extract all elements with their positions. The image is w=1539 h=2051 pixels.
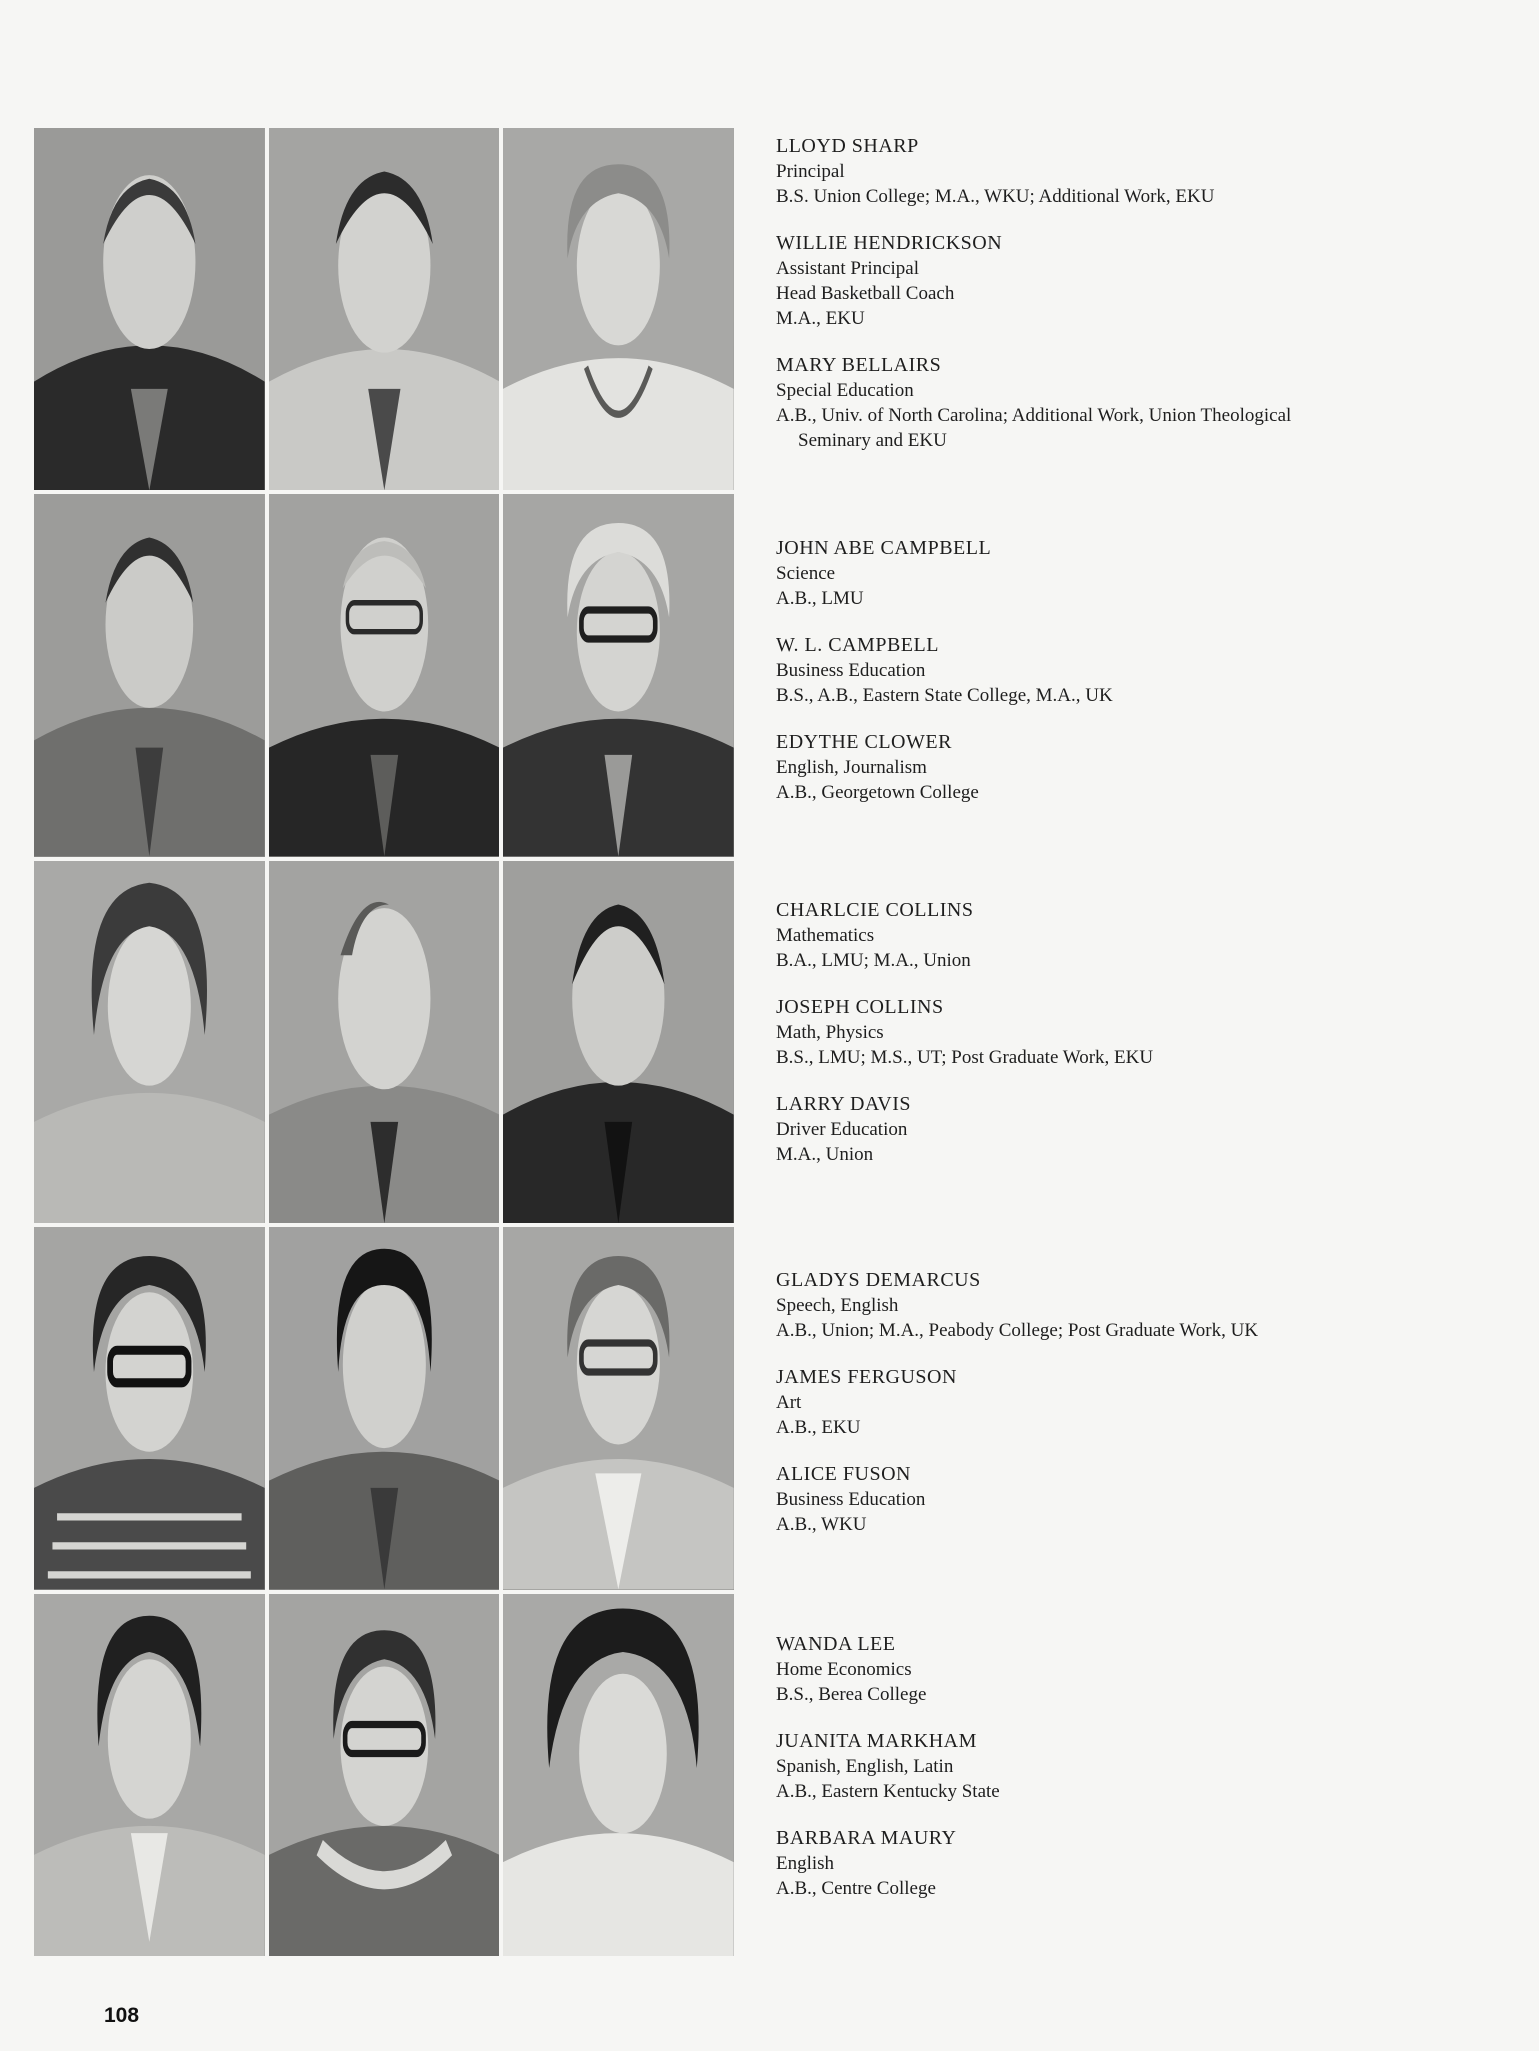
staff-name: EDYTHE CLOWER [776, 731, 952, 753]
staff-degree: B.A., LMU; M.A., Union [776, 950, 971, 971]
staff-name: ALICE FUSON [776, 1463, 911, 1485]
staff-entry [776, 898, 1436, 973]
staff-degree: A.B., EKU [776, 1417, 861, 1438]
staff-entry [776, 1092, 1436, 1167]
portrait-w-l-campbell [269, 494, 500, 856]
portrait-james-ferguson [269, 1227, 500, 1589]
staff-name: JUANITA MARKHAM [776, 1730, 977, 1752]
staff-role: English, Journalism [776, 757, 927, 778]
staff-name: CHARLCIE COLLINS [776, 899, 974, 921]
staff-name: W. L. CAMPBELL [776, 634, 939, 656]
staff-role: Spanish, English, Latin [776, 1756, 954, 1777]
staff-entry [776, 536, 1436, 611]
staff-name: JOHN ABE CAMPBELL [776, 537, 992, 559]
staff-role: Science [776, 563, 836, 584]
staff-degree: A.B., Union; M.A., Peabody College; Post Graduate Work, UK [776, 1320, 1259, 1341]
staff-group-5 [776, 1632, 1436, 1923]
staff-name: JAMES FERGUSON [776, 1366, 957, 1388]
staff-entry [776, 995, 1436, 1070]
portrait-wanda-lee [34, 1594, 265, 1956]
page-number: 108 [104, 2004, 140, 2027]
staff-role: English [776, 1853, 835, 1874]
staff-role: Speech, English [776, 1295, 899, 1316]
staff-role: Home Economics [776, 1659, 912, 1680]
portrait-gladys-demarcus [34, 1227, 265, 1589]
staff-role: Assistant Principal [776, 258, 920, 279]
staff-entry [776, 633, 1436, 708]
portrait-alice-fuson [503, 1227, 734, 1589]
staff-group-1 [776, 134, 1436, 475]
portrait-edythe-clower [503, 494, 734, 856]
staff-entry [776, 353, 1436, 453]
portrait-juanita-markham [269, 1594, 500, 1956]
staff-degree: A.B., Georgetown College [776, 782, 979, 803]
staff-degree: A.B., Univ. of North Carolina; Additional Work, Union Theological [776, 405, 1292, 426]
portrait-joseph-collins [269, 861, 500, 1223]
staff-degree: M.A., Union [776, 1144, 874, 1165]
staff-name: LLOYD SHARP [776, 135, 919, 157]
staff-group-3 [776, 898, 1436, 1189]
staff-name: MARY BELLAIRS [776, 354, 942, 376]
staff-entry [776, 1632, 1436, 1707]
staff-name: GLADYS DEMARCUS [776, 1269, 981, 1291]
staff-entry [776, 231, 1436, 331]
staff-role: Head Basketball Coach [776, 283, 955, 304]
staff-degree: B.S. Union College; M.A., WKU; Additional Work, EKU [776, 186, 1215, 207]
staff-role: Driver Education [776, 1119, 908, 1140]
portrait-larry-davis [503, 861, 734, 1223]
staff-degree: B.S., Berea College [776, 1684, 927, 1705]
staff-entry [776, 1729, 1436, 1804]
staff-group-4 [776, 1268, 1436, 1559]
staff-name: WANDA LEE [776, 1633, 896, 1655]
staff-role: Business Education [776, 660, 926, 681]
staff-entry [776, 1826, 1436, 1901]
staff-entry [776, 134, 1436, 209]
staff-role: Principal [776, 161, 845, 182]
staff-degree: A.B., LMU [776, 588, 864, 609]
staff-entry [776, 730, 1436, 805]
portrait-john-abe-campbell [34, 494, 265, 856]
staff-role: Mathematics [776, 925, 875, 946]
staff-degree: B.S., LMU; M.S., UT; Post Graduate Work, EKU [776, 1047, 1154, 1068]
portrait-mary-bellairs [503, 128, 734, 490]
staff-role: Special Education [776, 380, 914, 401]
staff-degree: A.B., Centre College [776, 1878, 936, 1899]
staff-degree-continuation: Seminary and EKU [798, 430, 947, 451]
staff-degree: A.B., WKU [776, 1514, 867, 1535]
staff-degree: M.A., EKU [776, 308, 865, 329]
staff-group-2 [776, 536, 1436, 827]
staff-degree: A.B., Eastern Kentucky State [776, 1781, 1000, 1802]
portrait-barbara-maury [503, 1594, 734, 1956]
staff-name: LARRY DAVIS [776, 1093, 911, 1115]
staff-role: Business Education [776, 1489, 926, 1510]
portrait-grid [34, 128, 734, 1956]
portrait-lloyd-sharp [34, 128, 265, 490]
staff-name: WILLIE HENDRICKSON [776, 232, 1003, 254]
portrait-charlcie-collins [34, 861, 265, 1223]
staff-role: Math, Physics [776, 1022, 884, 1043]
staff-name: BARBARA MAURY [776, 1827, 957, 1849]
portrait-willie-hendrickson [269, 128, 500, 490]
staff-name: JOSEPH COLLINS [776, 996, 944, 1018]
staff-entry [776, 1365, 1436, 1440]
staff-entry [776, 1462, 1436, 1537]
staff-degree: B.S., A.B., Eastern State College, M.A., UK [776, 685, 1113, 706]
staff-entry [776, 1268, 1436, 1343]
staff-role: Art [776, 1392, 802, 1413]
